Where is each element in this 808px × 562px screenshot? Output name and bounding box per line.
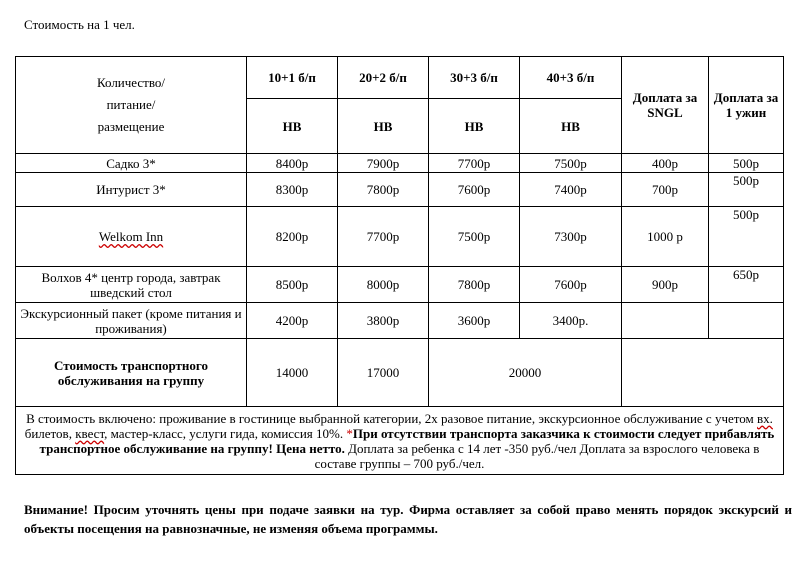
transport-cost: 14000 xyxy=(247,339,338,407)
dinner-cell: 650р xyxy=(709,267,784,303)
empty-cell xyxy=(622,339,784,407)
corner-line-accommodation: размещение xyxy=(97,119,165,134)
note-text: , мастер-класс, услуги гида, комиссия 10%. xyxy=(104,425,347,441)
sngl-header: Доплата за SNGL xyxy=(622,57,709,154)
hotel-name: Волхов 4* центр города, завтрак шведский стол xyxy=(16,267,247,303)
transport-cost: 20000 xyxy=(429,339,622,407)
table-row xyxy=(16,207,784,267)
table-row xyxy=(16,173,784,207)
corner-line-quantity: Количество/ xyxy=(96,75,166,90)
meal-code: НВ xyxy=(520,99,622,154)
sngl-cell: 400р xyxy=(622,154,709,173)
sngl-cell: 900р xyxy=(622,267,709,303)
meal-code: НВ xyxy=(429,99,520,154)
price-cell: 3800р xyxy=(338,303,429,339)
corner-line-meals: питание/ xyxy=(106,97,156,112)
price-cell: 7800р xyxy=(429,267,520,303)
note-asterisk: * xyxy=(346,425,353,441)
note-row xyxy=(16,407,784,475)
price-cell: 8500р xyxy=(247,267,338,303)
price-cell: 7300р xyxy=(520,207,622,267)
dinner-cell: 500р xyxy=(709,173,784,207)
transport-row xyxy=(16,339,784,407)
meal-code: НВ xyxy=(338,99,429,154)
hotel-name: Интурист 3* xyxy=(16,173,247,207)
group-header: 40+3 б/п xyxy=(520,57,622,99)
sngl-cell: 1000 р xyxy=(622,207,709,267)
sngl-cell: 700р xyxy=(622,173,709,207)
price-cell: 8000р xyxy=(338,267,429,303)
price-cell: 7600р xyxy=(429,173,520,207)
note-text: Доплата за ребенка с 14 лет -350 руб./чел Доплата за взрослого человека в составе группы – 700 руб./чел. xyxy=(314,440,760,471)
corner-header xyxy=(16,57,247,154)
price-cell: 8200р xyxy=(247,207,338,267)
note-text: вх. xyxy=(757,410,773,426)
meal-code: НВ xyxy=(247,99,338,154)
hotel-name: Экскурсионный пакет (кроме питания и проживания) xyxy=(16,303,247,339)
price-cell: 8300р xyxy=(247,173,338,207)
group-header: 10+1 б/п xyxy=(247,57,338,99)
price-cell: 7900р xyxy=(338,154,429,173)
dinner-cell: 500р xyxy=(709,207,784,267)
price-cell: 7500р xyxy=(520,154,622,173)
price-cell: 3600р xyxy=(429,303,520,339)
note-text: билетов, xyxy=(24,425,76,441)
hotel-name xyxy=(16,207,247,267)
hotel-name-text: Welkom Inn xyxy=(98,229,164,244)
transport-label: Стоимость транспортного обслуживания на группу xyxy=(16,339,247,407)
group-header: 30+3 б/п xyxy=(429,57,520,99)
table-row xyxy=(16,303,784,339)
note-transport-warning: При отсутствии транспорта заказчика к стоимости следует прибавлять транспортное обслуживание на группу! Цена нетто. xyxy=(39,425,775,456)
dinner-cell xyxy=(709,303,784,339)
note-text: квест xyxy=(75,425,105,441)
price-cell: 8400р xyxy=(247,154,338,173)
price-table xyxy=(15,56,784,475)
note-text: В стоимость включено: проживание в гостинице выбранной категории, 2х разовое питание, экскурсионное обслуживание с учетом xyxy=(26,410,757,426)
included-note xyxy=(16,407,784,475)
price-cell: 7600р xyxy=(520,267,622,303)
price-cell: 7500р xyxy=(429,207,520,267)
price-cell: 7700р xyxy=(429,154,520,173)
hotel-name: Садко 3* xyxy=(16,154,247,173)
price-cell: 4200р xyxy=(247,303,338,339)
price-cell: 7700р xyxy=(338,207,429,267)
table-row xyxy=(16,267,784,303)
group-header: 20+2 б/п xyxy=(338,57,429,99)
price-cell: 7400р xyxy=(520,173,622,207)
transport-cost: 17000 xyxy=(338,339,429,407)
price-cell: 3400р. xyxy=(520,303,622,339)
dinner-header: Доплата за 1 ужин xyxy=(709,57,784,154)
warning-paragraph: Внимание! Просим уточнять цены при подаче заявки на тур. Фирма оставляет за собой право менять порядок экскурсий и объекты посещения на равнозначные, не изменяя объема программы. xyxy=(24,502,792,536)
table-row xyxy=(16,154,784,173)
price-caption: Стоимость на 1 чел. xyxy=(24,17,135,32)
sngl-cell xyxy=(622,303,709,339)
price-cell: 7800р xyxy=(338,173,429,207)
dinner-cell: 500р xyxy=(709,154,784,173)
